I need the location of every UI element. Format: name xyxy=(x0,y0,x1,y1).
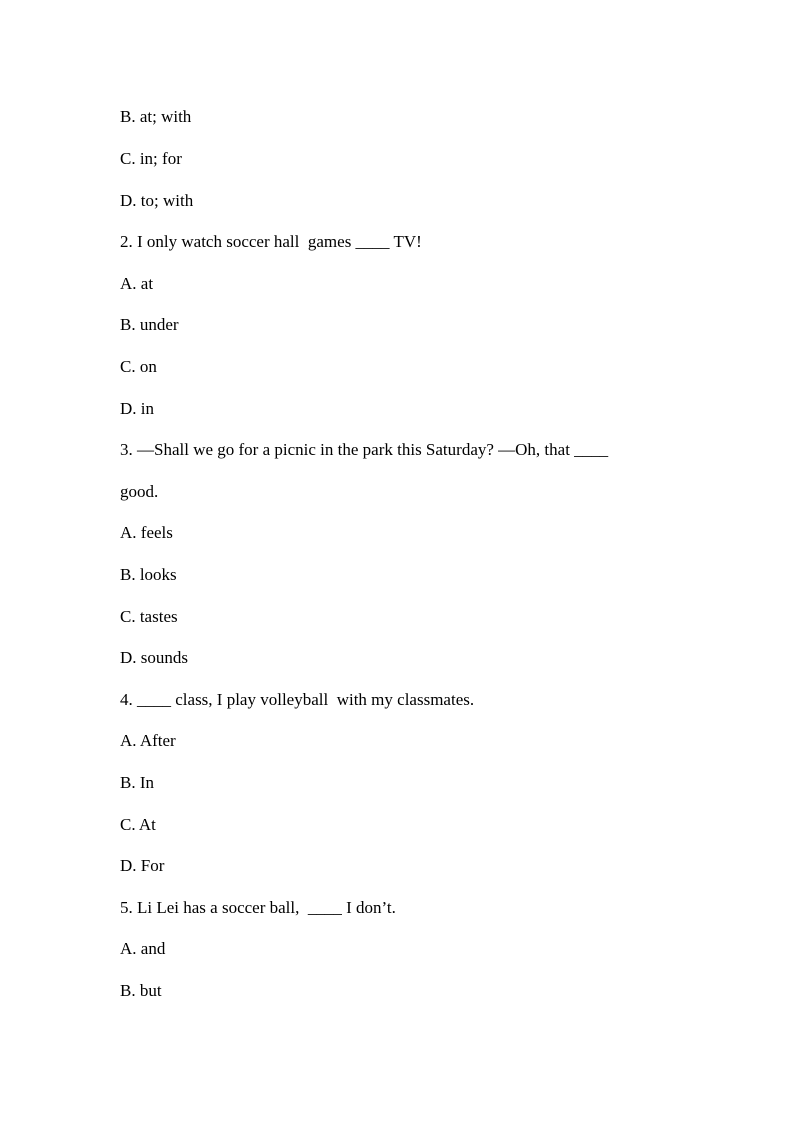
question-3: 3. —Shall we go for a picnic in the park this Saturday? —Oh, that ____ xyxy=(120,440,609,459)
question-4: 4. ____ class, I play volleyball with my classmates. xyxy=(120,690,475,709)
option-1c: C. in; for xyxy=(120,149,182,168)
question-5: 5. Li Lei has a soccer ball, ____ I don’t. xyxy=(120,898,396,917)
option-4c: C. At xyxy=(120,815,156,834)
option-3a: A. feels xyxy=(120,523,173,542)
question-3-continued: good. xyxy=(120,482,159,501)
option-5a: A. and xyxy=(120,939,166,958)
option-3b: B. looks xyxy=(120,565,177,584)
option-4b: B. In xyxy=(120,773,154,792)
option-3d: D. sounds xyxy=(120,648,189,667)
option-1b: B. at; with xyxy=(120,107,192,126)
option-4a: A. After xyxy=(120,731,176,750)
question-2: 2. I only watch soccer hall games ____ TV! xyxy=(120,232,422,251)
option-2c: C. on xyxy=(120,357,157,376)
option-4d: D. For xyxy=(120,856,165,875)
option-2a: A. at xyxy=(120,274,154,293)
option-2b: B. under xyxy=(120,315,179,334)
option-1d: D. to; with xyxy=(120,191,194,210)
option-2d: D. in xyxy=(120,399,154,418)
option-5b: B. but xyxy=(120,981,162,1000)
option-3c: C. tastes xyxy=(120,607,178,626)
